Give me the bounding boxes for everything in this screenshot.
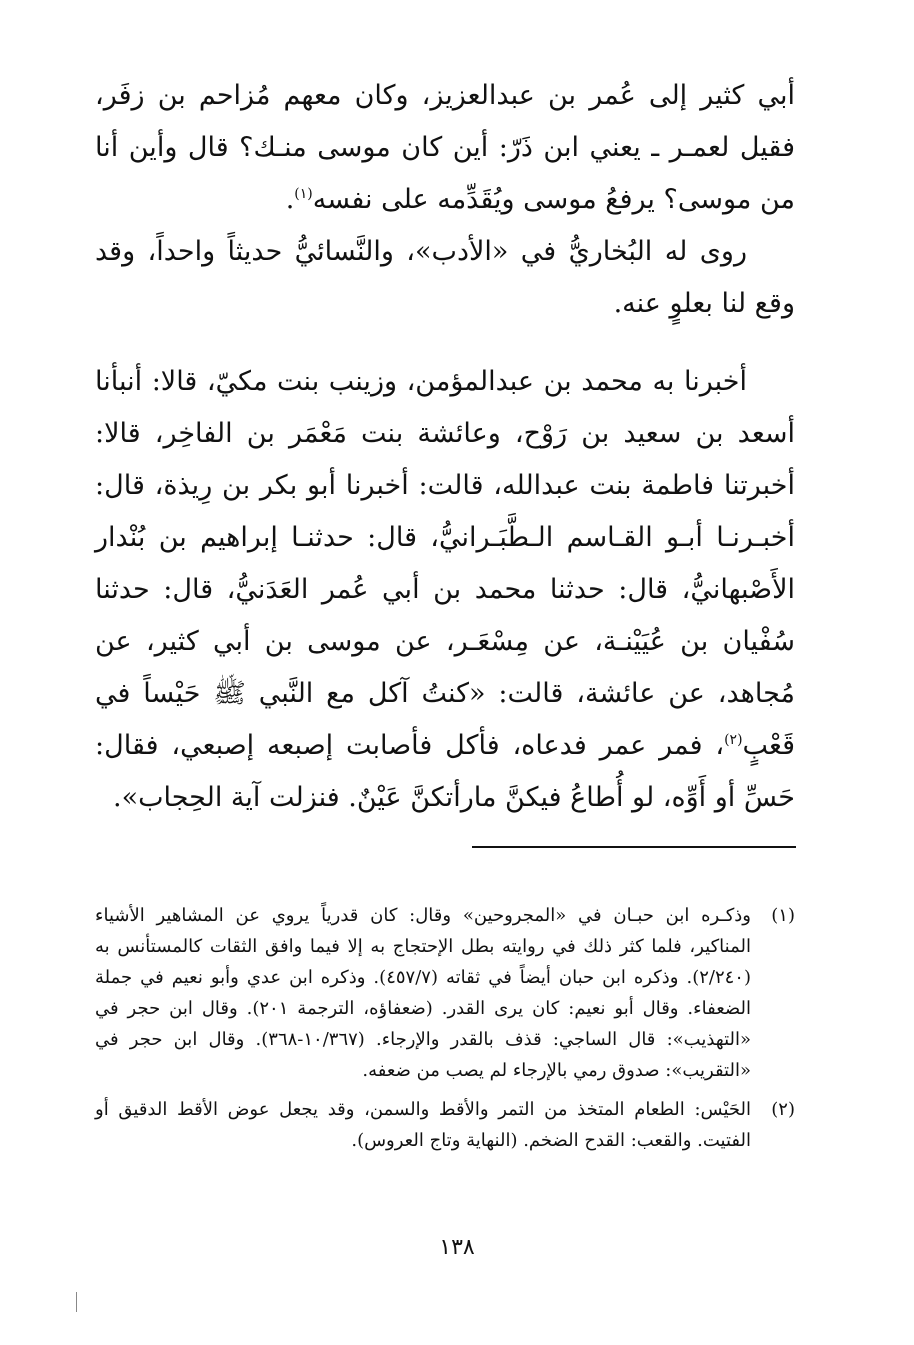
text-line: ، فمر عمر فدعاه، فأكل فأصابت إصبعه إصبعي، فقال: bbox=[95, 730, 725, 761]
text-line: لعمـر ـ يعني ابن ذَرّ: أين كان موسى منـك؟ قال وأين أنا من bbox=[95, 132, 795, 215]
footnotes bbox=[95, 900, 795, 1164]
paragraph-3 bbox=[95, 356, 795, 824]
page-number: ١٣٨ bbox=[439, 1235, 475, 1260]
footnote-line: وذكـره ابن حبـان في «المجروحين» وقال: كان قدرياً يروي عن المشاهير الأشياء bbox=[95, 905, 751, 926]
text-line: الأَصْبهانيُّ، قال: حدثنا محمد بن أبي عُمر العَدَنيُّ، قال: حدثنا bbox=[95, 574, 795, 605]
text-line: وقع لنا بعلوٍ عنه. bbox=[613, 288, 795, 319]
text-line: أبي كثير إلى عُمر بن عبدالعزيز، وكان معهم مُزاحم بن زفَر، فقيل bbox=[95, 80, 795, 163]
text-line: مُجاهد، عن عائشة، قالت: «كنتُ آكل مع النَّبي ﷺ حَيْساً في bbox=[95, 678, 795, 709]
footnote-1 bbox=[95, 900, 795, 1086]
main-text bbox=[95, 70, 795, 824]
footnote-line: أو الفتيت. والقعب: القدح الضخم. (النهاية وتاج العروس). bbox=[95, 1099, 751, 1151]
footnote-line: وقال ابن حجر في «التقريب»: صدوق رمي بالإرجاء لم يصب من ضعفه. bbox=[95, 1029, 751, 1081]
footnote-number: (٢) bbox=[771, 1099, 795, 1120]
text-line: روى له البُخاريُّ في «الأدب»، والنَّسائيُّ حديثاً واحداً، وقد bbox=[95, 236, 747, 267]
footnote-line: المناكير، فلما كثر ذلك في روايته بطل الإحتجاج به إلا فيما وافق الثقات كالمستأنس bbox=[117, 936, 751, 957]
footnote-ref-1[interactable]: (١) bbox=[294, 186, 313, 202]
text-line: أخبرنا به محمد بن عبدالمؤمن، وزينب بنت مكيّ، قالا: bbox=[151, 366, 747, 397]
footnote-line: به (٢/٢٤٠). وذكره ابن حبان أيضاً في ثقاته (٤٥٧/٧). وذكره ابن عدي وأبو نعيم bbox=[95, 936, 751, 988]
text-line: قَعْبٍ bbox=[742, 730, 795, 761]
text-line: أخبرتنا فاطمة بنت عبدالله، قالت: أخبرنا أبو بكر بن رِيذة، قال: bbox=[95, 470, 795, 501]
text-line: أنبأنا أسعد بن سعيد بن رَوْح، وعائشة بنت مَعْمَر بن الفاخِر، قالا: bbox=[95, 366, 795, 449]
footnote-line: ابن حجر في «التهذيب»: قال الساجي: قذف بالقدر والإرجاء. (١٠/٣٦٧-٣٦٨). bbox=[95, 998, 752, 1050]
footnote-text bbox=[95, 1094, 751, 1156]
footnote-ref-2[interactable]: (٢) bbox=[724, 732, 743, 748]
text-line-tail: . bbox=[285, 184, 295, 215]
footnote-2 bbox=[95, 1094, 795, 1156]
footnote-text bbox=[95, 900, 751, 1086]
footnote-separator bbox=[472, 846, 796, 848]
paragraph-2 bbox=[95, 226, 795, 330]
footnote-number: (١) bbox=[771, 905, 795, 926]
text-line: موسى؟ يرفعُ موسى ويُقَدِّمه على نفسه bbox=[312, 184, 752, 215]
margin-mark bbox=[76, 1292, 77, 1312]
paragraph-1 bbox=[95, 70, 795, 226]
footnote-line: الحَيْس: الطعام المتخذ من التمر والأقط والسمن، وقد يجعل عوض الأقط الدقيق bbox=[118, 1099, 751, 1120]
text-line: سُفْيان بن عُيَيْنـة، عن مِسْعَـر، عن موسى بن أبي كثير، عن bbox=[95, 626, 795, 657]
footnote-line: في جملة الضعفاء. وقال أبو نعيم: كان يرى القدر. (ضعفاؤه، الترجمة ٢٠١). وقال bbox=[95, 967, 751, 1019]
text-line: حَسِّ أو أَوِّه، لو أُطاعُ فيكنَّ مارأتكنَّ عَيْنٌ. فنزلت آية الحِجاب». bbox=[112, 782, 795, 813]
text-line: أخبـرنـا أبـو القـاسم الـطَّبَـرانيُّ، قال: حدثنـا إبراهيم بن بُنْدار bbox=[95, 522, 795, 553]
